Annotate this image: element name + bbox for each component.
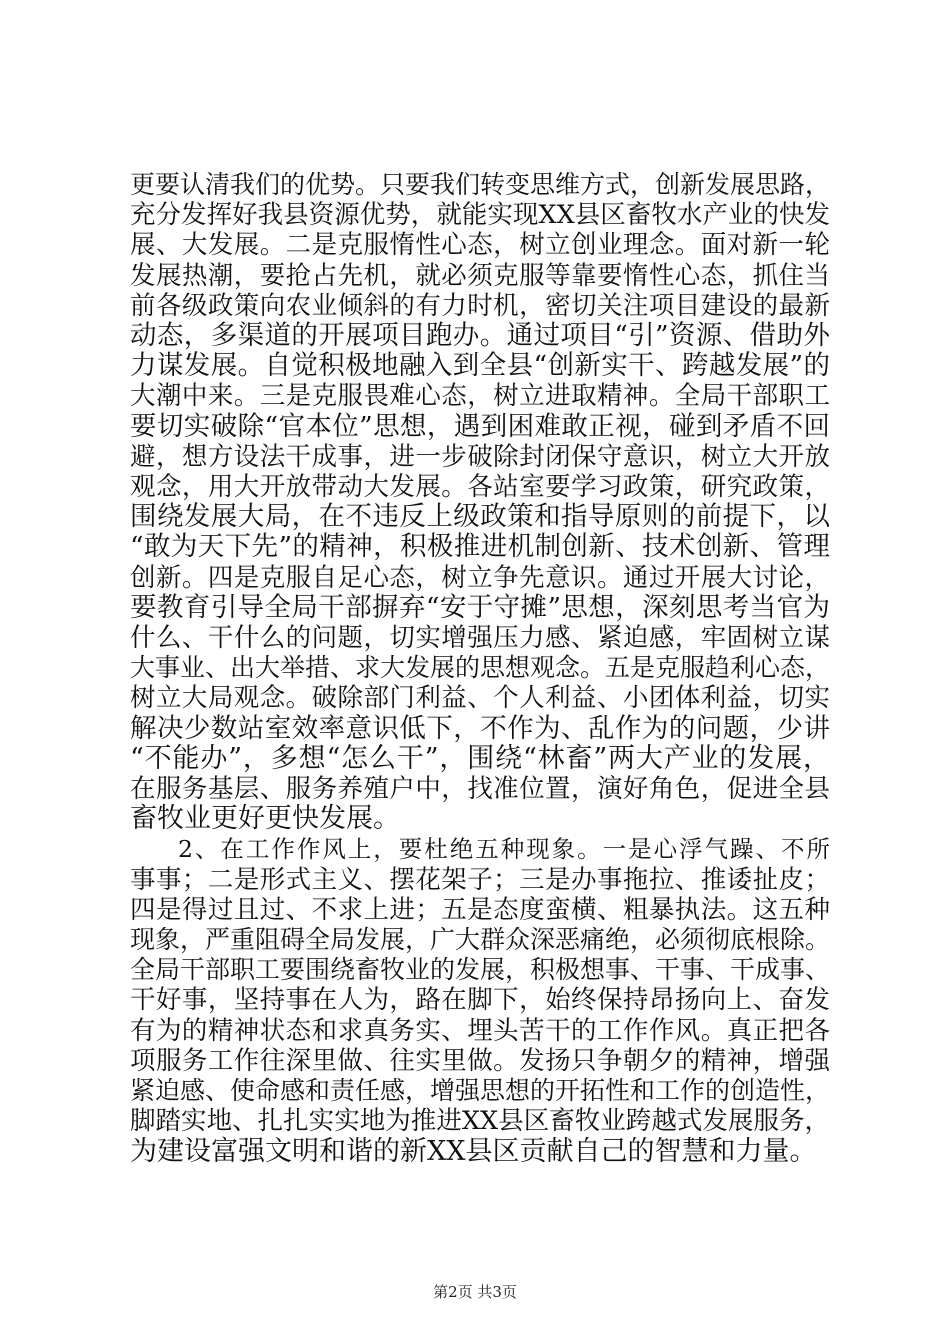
page-number-label: 第2页 共3页 [433, 1283, 517, 1301]
text-line: 现象，严重阻碍全局发展，广大群众深恶痛绝，必须彻底根除。 [130, 925, 831, 955]
text-line: 创新。四是克服自足心态，树立争先意识。通过开展大讨论， [130, 562, 830, 593]
text-line: 解决少数站室效率意识低下，不作为、乱作为的问题，少讲 [130, 712, 830, 744]
text-line: 事事；二是形式主义、摆花架子；三是办事拖拉、推诿扯皮； [130, 864, 830, 895]
page-footer [0, 1282, 950, 1302]
text-line: 动态，多渠道的开展项目跑办。通过项目“引”资源、借助外 [130, 320, 830, 352]
text-line: 力谋发展。自觉积极地融入到全县“创新实干、跨越发展”的 [130, 350, 830, 382]
text-line: 有为的精神状态和求真务实、埋头苦干的工作作风。真正把各 [130, 1015, 830, 1046]
text-line: 大潮中来。三是克服畏难心态，树立进取精神。全局干部职工 [130, 381, 830, 412]
text-line: 项服务工作往深里做、往实里做。发扬只争朝夕的精神，增强 [130, 1045, 830, 1076]
text-line: 围绕发展大局，在不违反上级政策和指导原则的前提下，以 [130, 501, 830, 533]
text-line: 要切实破除“官本位”思想，遇到困难敢正视，碰到矛盾不回 [130, 410, 830, 442]
text-line: 大事业、出大举措、求大发展的思想观念。五是克服趋利心态， [130, 653, 831, 683]
text-line: 前各级政策向农业倾斜的有力时机，密切关注项目建设的最新 [130, 290, 830, 321]
text-line: 发展热潮，要抢占先机，就必须克服等靠要惰性心态，抓住当 [130, 260, 830, 291]
text-line: “不能办”，多想“怎么干”，围绕“林畜”两大产业的发展， [130, 742, 830, 774]
text-line: “敢为天下先”的精神，积极推进机制创新、技术创新、管理 [130, 531, 830, 563]
text-line: 树立大局观念。破除部门利益、个人利益、小团体利益，切实 [130, 683, 830, 714]
text-line: 紧迫感、使命感和责任感，增强思想的开拓性和工作的创造性， [130, 1076, 831, 1106]
text-line: 观念，用大开放带动大发展。各站室要学习政策，研究政策， [130, 472, 830, 503]
text-line: 全局干部职工要围绕畜牧业的发展，积极想事、干事、干成事、 [130, 955, 831, 985]
text-line: 要教育引导全局干部摒弃“安于守摊”思想，深刻思考当官为 [130, 591, 830, 623]
text-line: 展、大发展。二是克服惰性心态，树立创业理念。面对新一轮 [130, 230, 830, 261]
document-body [130, 170, 830, 1167]
text-line: 干好事，坚持事在人为，路在脚下，始终保持昂扬向上、奋发 [130, 985, 830, 1016]
paragraph-end-line: 为建设富强文明和谐的新XX县区贡献自己的智慧和力量。 [130, 1135, 817, 1167]
text-line: 更要认清我们的优势。只要我们转变思维方式，创新发展思路， [130, 170, 831, 199]
paragraph-start-line: 2、在工作作风上，要杜绝五种现象。一是心浮气躁、不所 [178, 835, 830, 864]
text-line: 避，想方设法干成事，进一步破除封闭保守意识，树立大开放 [130, 441, 830, 472]
text-line: 充分发挥好我县资源优势，就能实现XX县区畜牧水产业的快发 [130, 200, 830, 231]
text-line: 四是得过且过、不求上进；五是态度蛮横、粗暴执法。这五种 [130, 894, 830, 925]
text-line: 在服务基层、服务养殖户中，找准位置，演好角色，促进全县 [130, 774, 830, 805]
text-line: 脚踏实地、扎扎实实地为推进XX县区畜牧业跨越式发展服务， [130, 1106, 830, 1137]
text-line: 什么、干什么的问题，切实增强压力感、紧迫感，牢固树立谋 [130, 623, 830, 654]
paragraph-end-line: 畜牧业更好更快发展。 [130, 803, 400, 835]
